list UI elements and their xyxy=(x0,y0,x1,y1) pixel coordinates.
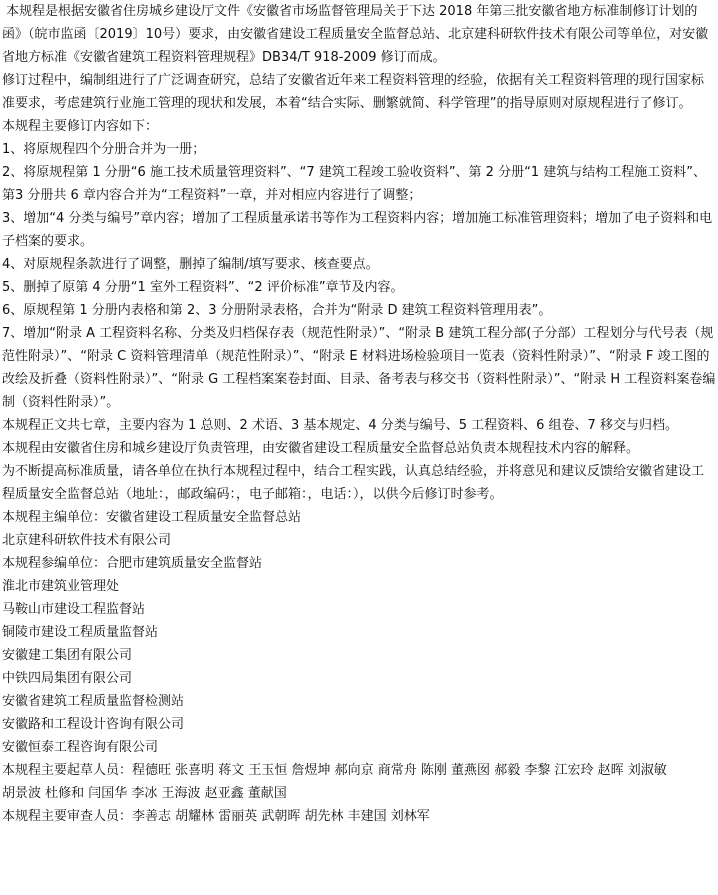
drafters-line: 本规程主要起草人员：程德旺 张喜明 蒋文 王玉恒 詹煜坤 郝向京 商常舟 陈刚 董燕囡 郝毅 李黎 江宏玲 赵晖 刘淑敏 xyxy=(2,763,667,778)
participant-unit: 马鞍山市建设工程监督站 xyxy=(2,602,146,617)
change-item-1: 1、将原规程四个分册合并为一册； xyxy=(2,142,206,157)
participants-line: 本规程参编单位：合肥市建筑质量安全监督站 xyxy=(2,556,263,571)
participant-unit: 安徽省建筑工程质量监督检测站 xyxy=(2,694,185,709)
participant-unit: 铜陵市建设工程质量监督站 xyxy=(2,625,159,640)
drafters-line-continued: 胡景波 杜修和 闫国华 李冰 王海波 赵亚鑫 董献国 xyxy=(2,786,287,801)
revision-process-paragraph: 修订过程中，编制组进行了广泛调查研究，总结了安徽省近年来工程资料管理的经验，依据有关工程资料管理的现行国家标准要求，考虑建筑行业施工管理的现状和发展，本着“结合实际、删繁就简、科学管理”的指导原则对原规程进行了修订。 xyxy=(2,73,705,111)
document-body xyxy=(2,0,716,828)
change-item-3: 3、增加“4 分类与编号”章内容；增加了工程质量承诺书等作为工程资料内容；增加施工标准管理资料；增加了电子资料和电子档案的要求。 xyxy=(2,211,713,249)
change-item-5: 5、删掉了原第 4 分册“1 室外工程资料”、“2 评价标准”章节及内容。 xyxy=(2,280,404,295)
participant-unit: 安徽建工集团有限公司 xyxy=(2,648,133,663)
change-item-6: 6、原规程第 1 分册内表格和第 2、3 分册附录表格，合并为“附录 D 建筑工程资料管理用表”。 xyxy=(2,303,552,318)
intro-paragraph: 本规程是根据安徽省住房城乡建设厅文件《安徽省市场监督管理局关于下达 2018 年第三批安徽省地方标准制修订计划的函》（皖市监函〔2019〕10号）要求，由安徽省建设工程质量安全监督总站、北京建科研软件技术有限公司等单位，对安徽省地方标准《安徽省建筑工程资料管理规程》DB34/T 918-2009 修订而成。 xyxy=(2,4,709,65)
chief-editor-second: 北京建科研软件技术有限公司 xyxy=(2,533,172,548)
feedback-paragraph: 为不断提高标准质量，请各单位在执行本规程过程中，结合工程实践，认真总结经验，并将意见和建议反馈给安徽省建设工程质量安全监督总站（地址：，邮政编码：，电子邮箱：，电话：），以供今后修订时参考。 xyxy=(2,464,705,502)
main-changes-heading: 本规程主要修订内容如下： xyxy=(2,119,159,134)
change-item-7: 7、增加“附录 A 工程资料名称、分类及归档保存表（规范性附录）”、“附录 B 建筑工程分部(子分部）工程划分与代号表（规范性附录）”、“附录 C 资料管理清单（规范性附录）”、“附录 E 材料进场检验项目一览表（资料性附录）”、“附录 F 竣工图的改绘及折叠（资料性附录）”、“附录 G 工程档案案卷封面、目录、备考表与移交书（资料性附录）”、“附录 H 工程资料案卷编制（资料性附录）”。 xyxy=(2,326,716,410)
change-item-2: 2、将原规程第 1 分册“6 施工技术质量管理资料”、“7 建筑工程竣工验收资料”、第 2 分册“1 建筑与结构工程施工资料”、第3 分册共 6 章内容合并为“工程资料”一章，并对相应内容进行了调整； xyxy=(2,165,706,203)
participant-unit: 中铁四局集团有限公司 xyxy=(2,671,133,686)
participant-unit: 安徽恒泰工程咨询有限公司 xyxy=(2,740,159,755)
reviewers-line: 本规程主要审查人员：李善志 胡耀林 雷丽英 武朝晖 胡先林 丰建国 刘林军 xyxy=(2,809,430,824)
participant-unit: 淮北市建筑业管理处 xyxy=(2,579,120,594)
chief-editor-line: 本规程主编单位：安徽省建设工程质量安全监督总站 xyxy=(2,510,302,525)
participant-unit: 安徽路和工程设计咨询有限公司 xyxy=(2,717,185,732)
change-item-4: 4、对原规程条款进行了调整，删掉了编制/填写要求、核查要点。 xyxy=(2,257,379,272)
chapters-paragraph: 本规程正文共七章，主要内容为 1 总则、2 术语、3 基本规定、4 分类与编号、5 工程资料、6 组卷、7 移交与归档。 xyxy=(2,418,678,433)
management-paragraph: 本规程由安徽省住房和城乡建设厅负责管理，由安徽省建设工程质量安全监督总站负责本规程技术内容的解释。 xyxy=(2,441,640,456)
